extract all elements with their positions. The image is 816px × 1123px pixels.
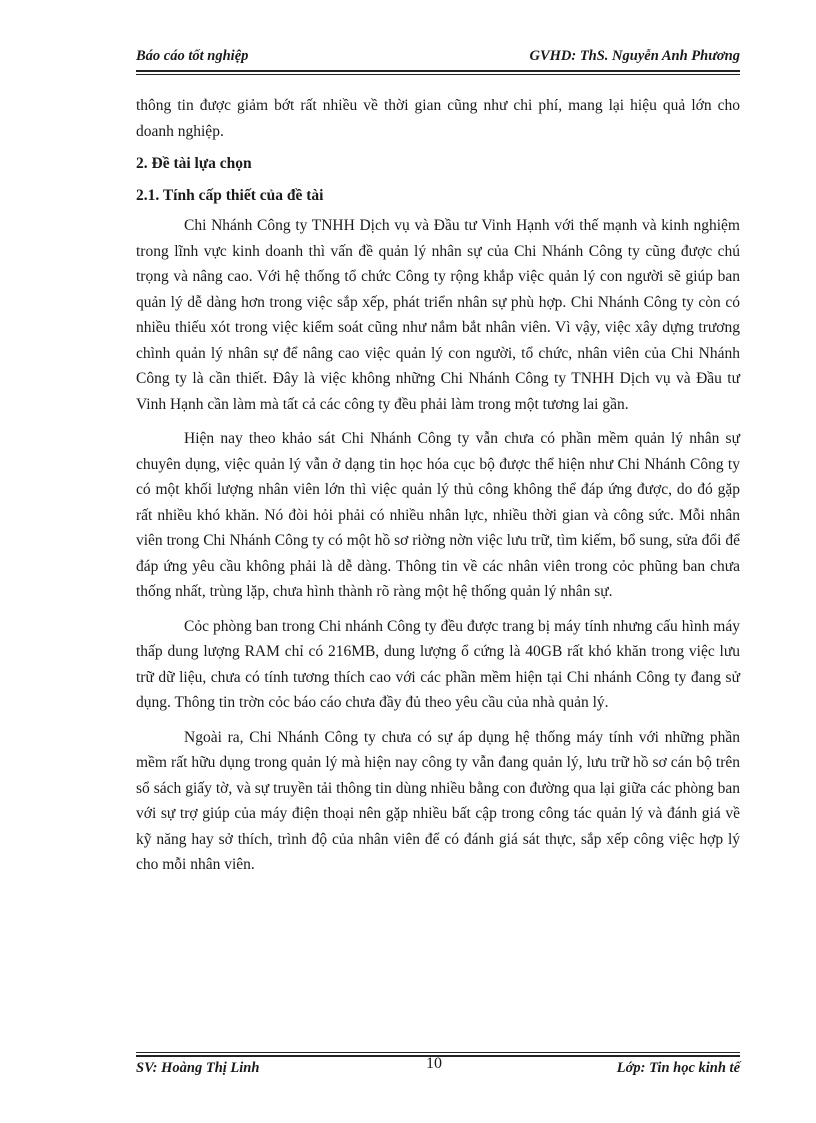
body-paragraph: Ngoài ra, Chi Nhánh Công ty chưa có sự áp dụng hệ thống máy tính với những phần mềm rất hữu dụng trong quản lý mà hiện nay công ty vẫn đang quản lý, lưu trữ hồ sơ cán bộ trên sổ sách giấy tờ, và sự truyền tải thông tin dùng nhiều bằng con đường qua lại giữa các phòng ban với sự trợ giúp của máy điện thoại nên gặp nhiều bất cập trong công tác quản lý và đánh giá về kỹ năng hay sở thích, trình độ của nhân viên để có đánh giá sát thực, sắp xếp công việc hợp lý cho mỗi nhân viên. [136,728,740,873]
intro-paragraph: thông tin được giảm bớt rất nhiều về thời gian cũng như chi phí, mang lại hiệu quả lớn cho doanh nghiệp. [136,97,740,140]
page-content [136,93,740,878]
page-footer [136,1055,740,1082]
subsection-heading: 2.1. Tính cấp thiết của đề tài [136,186,324,204]
footer-class: Lớp: Tin học kinh tế [616,1060,740,1076]
body-paragraph: Cỏc phòng ban trong Chi nhánh Công ty đều được trang bị máy tính nhưng cấu hình máy thấp dung lượng RAM chỉ có 216MB, dung lượng ổ cứng là 40GB rất khó khăn trong việc lưu trữ dữ liệu, chưa có tính tương thích cao với các phần mềm hiện tại Chi nhánh Công ty đang sử dụng. Thông tin trờn cỏc báo cáo chưa đầy đủ theo yêu cầu của nhà quản lý. [136,617,740,711]
page-number: 10 [426,1055,442,1072]
header-report-title: Báo cáo tốt nghiệp [136,48,249,64]
section-heading: 2. Đề tài lựa chọn [136,155,252,172]
page-header [136,48,740,70]
footer-rule-thin [136,1052,740,1053]
header-rule-thin [136,74,740,75]
body-paragraph: Chi Nhánh Công ty TNHH Dịch vụ và Đầu tư Vinh Hạnh với thế mạnh và kinh nghiệm trong lĩnh vực kinh doanh thì vấn đề quản lý nhân sự của Chi Nhánh Công ty cũng được chú trọng và nâng cao. Với hệ thống tổ chức Công ty rộng khắp việc quản lý con người sẽ giúp ban quản lý dễ dàng hơn trong việc sắp xếp, phát triển nhân sự phù hợp. Chi Nhánh Công ty còn có nhiều thiếu xót trong việc kiểm soát cũng như nắm bắt nhân viên. Vì vậy, việc xây dựng trương chình quản lý nhân sự để nâng cao việc quản lý con người, tổ chức, nhân viên của Chi Nhánh Công ty là cần thiết. Đây là việc không những Chi Nhánh Công ty TNHH Dịch vụ và Đầu tư Vinh Hạnh cần làm mà tất cả các công ty đều phải làm trong một tương lai gần. [136,217,740,413]
body-paragraph: Hiện nay theo khảo sát Chi Nhánh Công ty vẫn chưa có phần mềm quản lý nhân sự chuyên dụng, việc quản lý vẫn ở dạng tin học hóa cục bộ được thể hiện như Chi Nhánh Công ty có một khối lượng nhân viên lớn thì việc quản lý thủ công không thể đáp ứng được, do đó gặp rất nhiều khó khăn. Nó đòi hỏi phải có nhiều nhân lực, nhiều thời gian và công sức. Mỗi nhân viên trong Chi Nhánh Công ty có một hồ sơ riờng nờn việc lưu trữ, tìm kiếm, bổ sung, sửa đổi để đáp ứng yêu cầu không phải là dễ dàng. Thông tin về các nhân viên trong cỏc phũng ban chưa thống nhất, trùng lặp, chưa hình thành rõ ràng một hệ thống quản lý nhân sự. [136,430,740,600]
header-advisor: GVHD: ThS. Nguyễn Anh Phương [529,48,740,64]
footer-student: SV: Hoàng Thị Linh [136,1060,260,1076]
header-rule [136,70,740,72]
